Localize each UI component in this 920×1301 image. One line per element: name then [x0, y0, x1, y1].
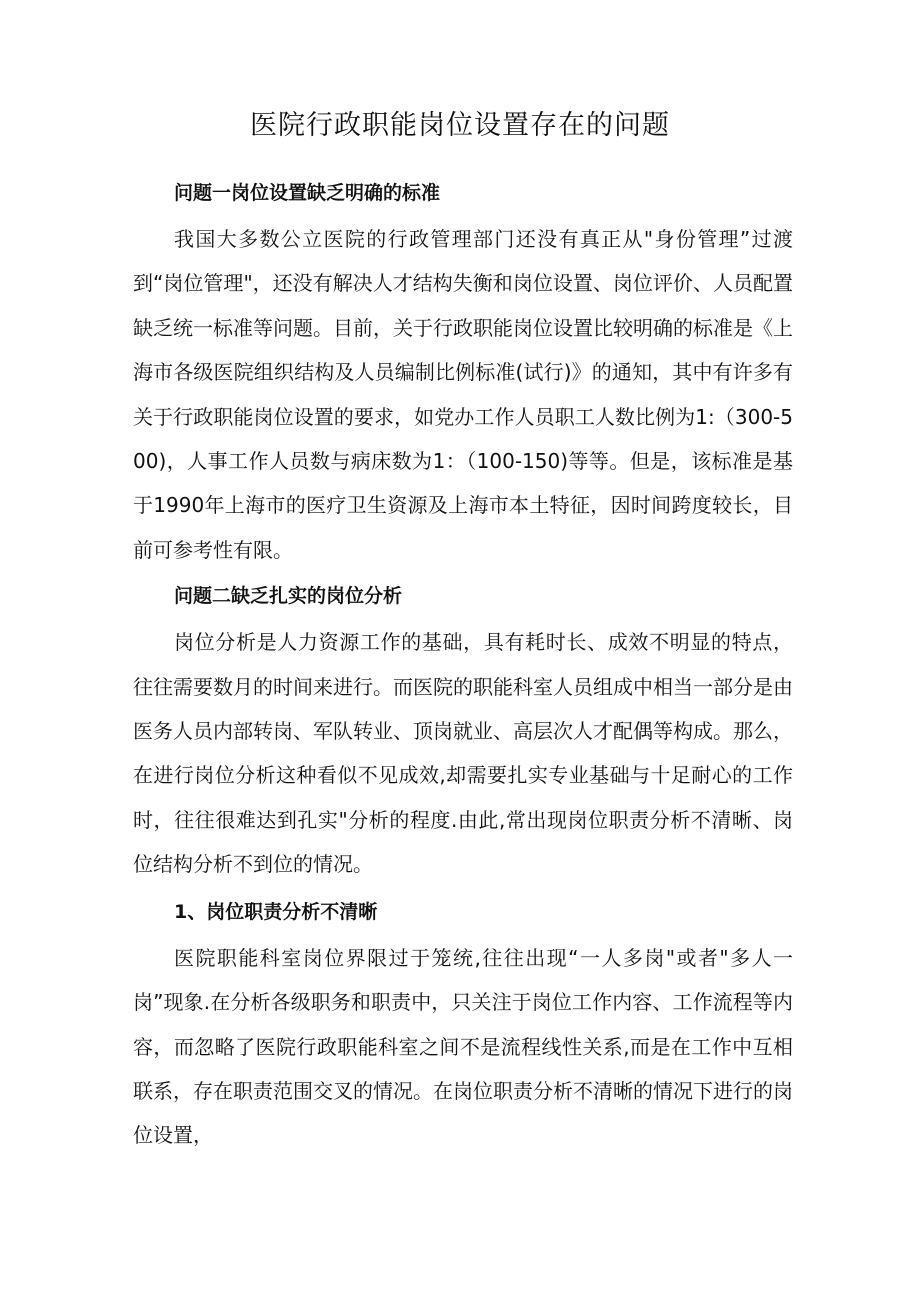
section-paragraph-3: 医院职能科室岗位界限过于笼统,往往出现“一人多岗"或者"多人一岗”现象.在分析各级职务和职责中，只关注于岗位工作内容、工作流程等内容，而忽略了医院行政职能科室之间不是流程线性关系,而是在工作中互相联系，存在职责范围交叉的情况。在岗位职责分析不清晰的情况下进行的岗位设置， — [133, 945, 793, 1148]
section-paragraph-1: 我国大多数公立医院的行政管理部门还没有真正从"身份管理”过渡到“岗位管理"，还没有解决人才结构失衡和岗位设置、岗位评价、人员配置缺乏统一标准等问题。目前，关于行政职能岗位设置比较明确的标准是《上海市各级医院组织结构及人员编制比例标准(试行)》的通知，其中有许多有关于行政职能岗位设置的要求，如党办工作人员职工人数比例为1:（300-500)，人事工作人员数与病床数为1：（100-150)等等。但是，该标准是基于1990年上海市的医疗卫生资源及上海市本土特征，因时间跨度较长，目前可参考性有限。 — [133, 227, 793, 562]
section-heading-3: 1、岗位职责分析不清晰 — [174, 900, 378, 923]
document-title: 医院行政职能岗位设置存在的问题 — [250, 110, 670, 141]
section-paragraph-2: 岗位分析是人力资源工作的基础，具有耗时长、成效不明显的特点，往往需要数月的时间来进行。而医院的职能科室人员组成中相当一部分是由医务人员内部转岗、军队转业、顶岗就业、高层次人才配偶等构成。那么，在进行岗位分析这种看似不见成效,却需要扎实专业基础与十足耐心的工作时，往往很难达到孔实"分析的程度.由此,常出现岗位职责分析不清晰、岗位结构分析不到位的情况。 — [133, 630, 793, 877]
section-heading-2: 问题二缺乏扎实的岗位分析 — [174, 585, 403, 608]
document-body — [133, 171, 793, 1158]
section-heading-1: 问题一岗位设置缺乏明确的标准 — [174, 182, 441, 204]
